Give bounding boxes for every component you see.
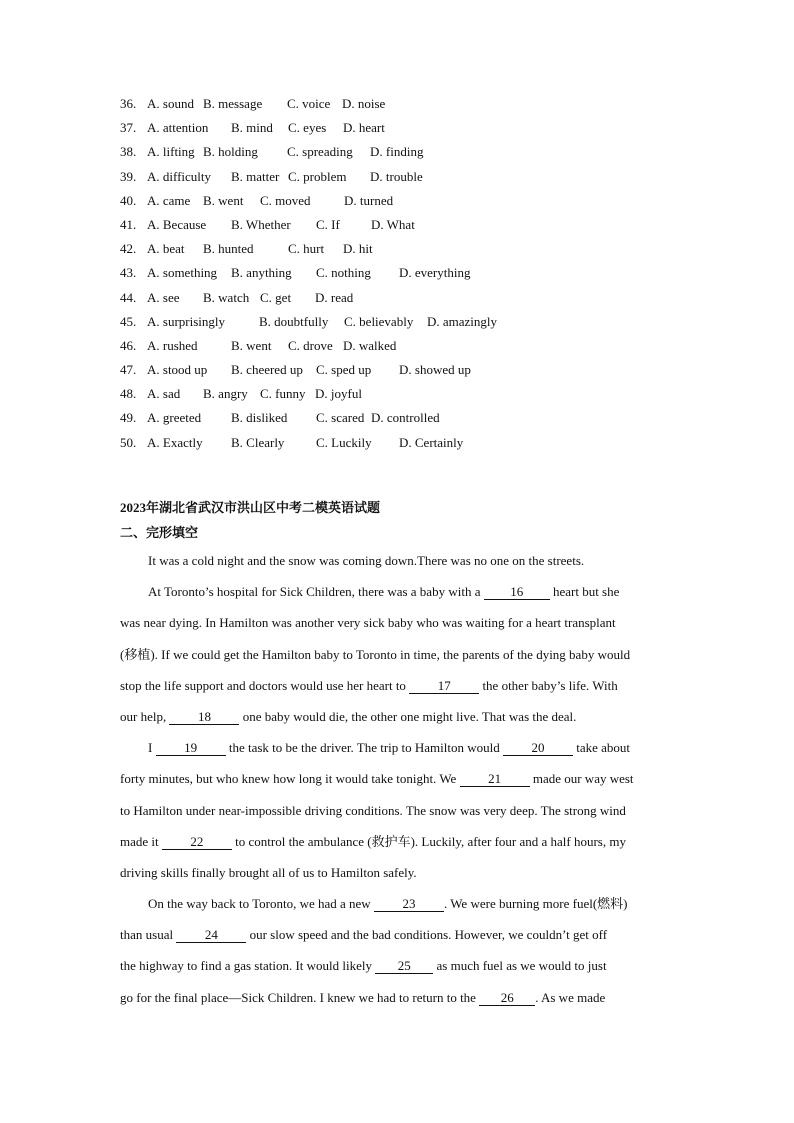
option-c: C. get [260,289,292,305]
passage-text: the other baby’s life. With [479,677,618,693]
passage-line [120,607,676,638]
passage-text: I [148,740,156,756]
option-c: C. sped up [316,362,372,378]
option-c: C. voice [287,96,331,111]
option-c: C. believably [344,313,414,329]
option-a: A. came [147,192,191,208]
option-a: A. lifting [147,144,195,160]
option-row [120,313,680,337]
passage-line [120,763,676,794]
option-d: D. everything [399,265,471,281]
option-row [120,361,680,385]
option-row [120,264,680,288]
option-b: B. matter [231,168,280,184]
option-d: D. noise [342,96,386,111]
option-row [120,216,680,240]
question-number: 38. [120,144,137,160]
blank-17: 17 [409,679,479,694]
passage-line [120,919,676,950]
passage-text: At Toronto’s hospital for Sick Children, there was a baby with a [148,584,484,600]
option-row [120,337,680,361]
option-d: D. trouble [370,168,423,184]
passage-text: stop the life support and doctors would use her heart to [120,677,410,693]
option-c: C. eyes [288,120,327,136]
option-a: A. difficulty [147,168,212,184]
option-c: C. drove [288,337,333,353]
passage-text: It was a cold night and the snow was coming down.There was no one on the streets. [148,553,585,568]
passage-line [120,982,676,1013]
passage-line [120,950,676,981]
blank-25: 25 [375,959,433,974]
option-b: B. holding [203,144,258,160]
passage-text: our slow speed and the bad conditions. However, we couldn’t get off [246,927,608,943]
option-a: A. Because [147,216,207,232]
passage-text: as much fuel as we would to just [433,958,607,974]
option-list [120,95,680,458]
cloze-passage [120,545,676,1013]
option-d: D. controlled [371,410,440,426]
passage-line [120,576,676,607]
option-c: C. hurt [288,241,325,257]
passage-text: to Hamilton under near-impossible driving conditions. The snow was very deep. The strong wind [120,802,626,818]
blank-20: 20 [503,741,573,756]
option-row [120,385,680,409]
passage-text: heart but she [549,584,620,600]
option-c: C. Luckily [316,434,372,450]
option-b: B. cheered up [231,362,303,378]
option-a: A. Exactly [147,434,203,450]
option-b: B. watch [203,289,250,305]
question-number: 36. [120,96,137,111]
blank-19: 19 [156,741,226,756]
option-row [120,119,680,143]
passage-text: the task to be the driver. The trip to Hamilton would [225,740,503,756]
passage-text: was near dying. In Hamilton was another very sick baby who was waiting for a heart transplant [120,615,616,631]
passage-line [120,888,676,919]
passage-text: On the way back to Toronto, we had a new [148,896,374,912]
passage-text: forty minutes, but who knew how long it would take tonight. We [120,771,460,787]
question-number: 43. [120,265,137,281]
option-b: B. message [203,96,263,111]
section-title: 二、完形填空 [120,525,199,540]
passage-line [120,639,676,670]
option-b: B. hunted [203,241,254,257]
option-d: D. turned [344,192,394,208]
option-a: A. see [147,289,180,305]
option-a: A. beat [147,241,185,257]
option-row [120,168,680,192]
option-d: D. read [315,289,354,305]
passage-text: driving skills finally brought all of us to Hamilton safely. [120,864,417,880]
passage-text: than usual [120,927,177,943]
option-b: B. mind [231,120,273,136]
question-number: 46. [120,337,137,353]
blank-21: 21 [460,772,530,787]
passage-line [120,857,676,888]
option-d: D. hit [343,241,373,257]
passage-line [120,826,676,857]
option-b: B. Clearly [231,434,285,450]
option-a: A. sound [147,96,194,111]
option-b: B. doubtfully [259,313,329,329]
option-d: D. What [371,216,415,232]
option-c: C. moved [260,192,311,208]
option-c: C. If [316,216,340,232]
option-b: B. went [203,192,244,208]
passage-text: (移植). If we could get the Hamilton baby to Toronto in time, the parents of the dying baby would [120,646,631,662]
option-a: A. stood up [147,362,208,378]
blank-18: 18 [169,710,239,725]
question-number: 48. [120,386,137,402]
option-a: A. greeted [147,410,202,426]
option-c: C. problem [288,168,347,184]
option-d: D. showed up [399,362,471,378]
blank-22: 22 [162,835,232,850]
option-c: C. scared [316,410,365,426]
question-number: 45. [120,313,137,329]
passage-line [120,732,676,763]
option-d: D. walked [343,337,397,353]
option-row [120,289,680,313]
passage-line [120,545,676,576]
passage-line [120,701,676,732]
blank-16: 16 [484,585,550,600]
option-d: D. heart [343,120,385,136]
option-d: D. finding [370,144,424,160]
passage-text: . We were burning more fuel(燃料) [443,896,628,912]
passage-text: our help, [120,708,170,724]
option-b: B. went [231,337,272,353]
option-a: A. attention [147,120,209,136]
option-a: A. surprisingly [147,313,225,329]
passage-text: one baby would die, the other one might live. That was the deal. [239,708,577,724]
passage-text: made it [120,833,162,849]
exam-title: 2023年湖北省武汉市洪山区中考二模英语试题 [120,500,381,515]
passage-text: go for the final place—Sick Children. I knew we had to return to the [120,989,480,1005]
option-row [120,192,680,216]
question-number: 42. [120,241,137,257]
passage-line [120,795,676,826]
option-b: B. angry [203,386,248,402]
option-c: C. spreading [287,144,353,160]
option-row [120,409,680,433]
option-row [120,434,680,458]
option-a: A. rushed [147,337,198,353]
question-number: 47. [120,362,137,378]
blank-23: 23 [374,897,444,912]
passage-text: to control the ambulance (救护车). Luckily, after four and a half hours, my [231,833,626,849]
option-b: B. disliked [231,410,288,426]
option-c: C. nothing [316,265,371,281]
passage-text: the highway to find a gas station. It would likely [120,958,376,974]
blank-26: 26 [479,991,535,1006]
option-row [120,143,680,167]
question-number: 50. [120,434,137,450]
option-row [120,95,680,119]
question-number: 49. [120,410,137,426]
passage-text: . As we made [535,989,606,1005]
option-d: D. joyful [315,386,362,402]
question-number: 41. [120,216,137,232]
question-number: 44. [120,289,137,305]
passage-text: take about [573,740,631,756]
question-number: 39. [120,168,137,184]
option-d: D. Certainly [399,434,464,450]
blank-24: 24 [176,928,246,943]
option-row [120,240,680,264]
passage-text: made our way west [529,771,634,787]
question-number: 37. [120,120,137,136]
question-number: 40. [120,192,137,208]
passage-line [120,670,676,701]
option-a: A. something [147,265,218,281]
option-a: A. sad [147,386,181,402]
option-b: B. anything [231,265,292,281]
option-b: B. Whether [231,216,291,232]
option-c: C. funny [260,386,306,402]
option-d: D. amazingly [427,313,498,329]
